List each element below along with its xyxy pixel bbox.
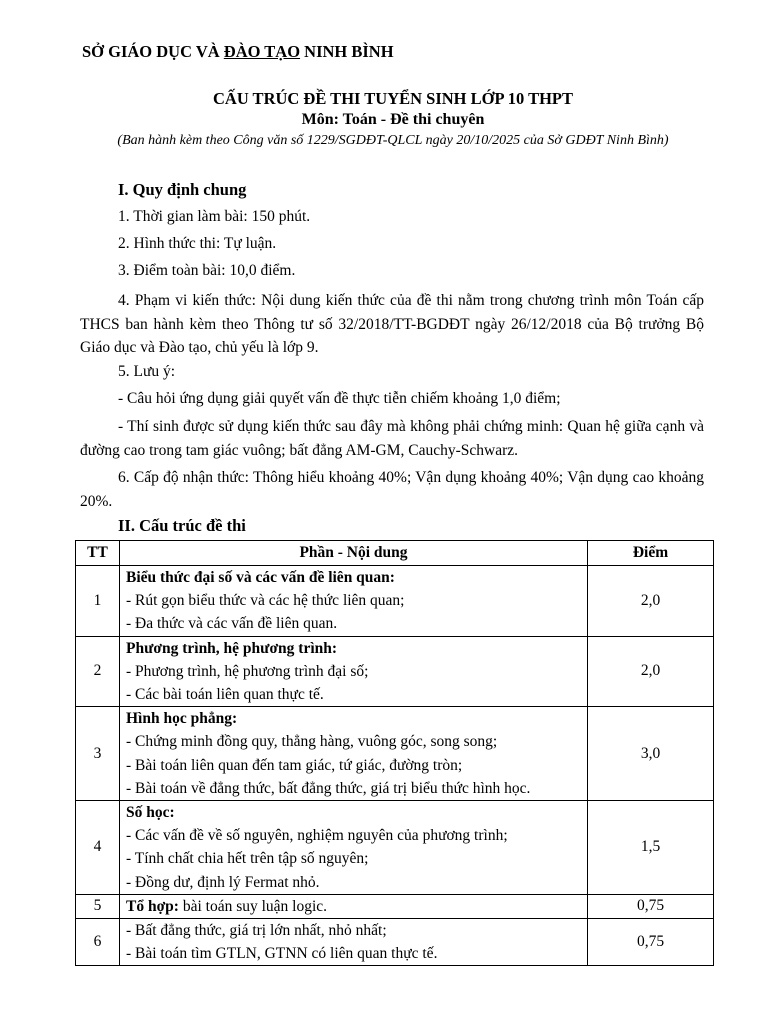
table-row	[76, 919, 714, 966]
section-1-heading: I. Quy định chung	[118, 180, 247, 199]
row-number: 3	[76, 707, 120, 801]
row-content	[120, 636, 588, 707]
content-item: - Bài toán tìm GTLN, GTNN có liên quan thực tế.	[126, 945, 438, 963]
row-content	[120, 919, 588, 966]
content-heading-line	[126, 566, 581, 589]
content-item: - Phương trình, hệ phương trình đại số;	[126, 662, 369, 680]
row-score: 0,75	[588, 919, 714, 966]
document-title: CẤU TRÚC ĐỀ THI TUYỂN SINH LỚP 10 THPT	[212, 89, 574, 108]
content-item: - Đa thức và các vấn đề liên quan.	[126, 615, 338, 633]
row-score: 2,0	[588, 566, 714, 637]
table-header-row	[76, 541, 714, 566]
rule-item-2: 2. Hình thức thi: Tự luận.	[118, 235, 277, 252]
content-item: - Đồng dư, định lý Fermat nhỏ.	[126, 873, 320, 891]
section-2-heading: II. Cấu trúc đề thi	[118, 516, 246, 535]
content-item: - Tính chất chia hết trên tập số nguyên;	[126, 850, 369, 868]
content-heading-line	[126, 801, 581, 824]
rule-item-3: 3. Điểm toàn bài: 10,0 điểm.	[118, 262, 296, 279]
table-row	[76, 894, 714, 918]
content-item: - Rút gọn biểu thức và các hệ thức liên quan;	[126, 592, 405, 610]
table-row	[76, 707, 714, 801]
content-heading-line	[126, 895, 581, 918]
content-item: - Các vấn đề về số nguyên, nghiệm nguyên của phương trình;	[126, 827, 508, 845]
document-subject: Môn: Toán - Đề thi chuyên	[301, 111, 485, 128]
content-heading-line	[126, 637, 581, 660]
row-score: 2,0	[588, 636, 714, 707]
content-heading: Biểu thức đại số và các vấn đề liên quan:	[126, 569, 395, 586]
issuance-note: (Ban hành kèm theo Công văn số 1229/SGDĐT-QLCL ngày 20/10/2025 của Sở GDĐT Ninh Bình)	[117, 133, 669, 148]
row-number: 6	[76, 919, 120, 966]
content-heading: Số học:	[126, 804, 175, 822]
header-content: Phần - Nội dung	[120, 541, 588, 566]
header-score: Điểm	[588, 541, 714, 566]
row-number: 1	[76, 566, 120, 637]
table-body	[76, 566, 714, 966]
rule-item-5a: - Câu hỏi ứng dụng giải quyết vấn đề thực tiễn chiếm khoảng 1,0 điểm;	[118, 390, 561, 407]
row-content	[120, 707, 588, 801]
row-score: 3,0	[588, 707, 714, 801]
content-item: - Các bài toán liên quan thực tế.	[126, 686, 324, 704]
row-score: 1,5	[588, 801, 714, 895]
row-number: 4	[76, 801, 120, 895]
row-score: 0,75	[588, 894, 714, 918]
row-number: 2	[76, 636, 120, 707]
row-content	[120, 566, 588, 637]
content-item: - Bài toán liên quan đến tam giác, tứ giác, đường tròn;	[126, 756, 463, 774]
content-item: - Bài toán về đẳng thức, bất đẳng thức, giá trị biểu thức hình học.	[126, 779, 531, 797]
content-item: - Chứng minh đồng quy, thẳng hàng, vuông góc, song song;	[126, 733, 498, 751]
content-heading-detail: bài toán suy luận logic.	[178, 897, 328, 915]
table-row	[76, 636, 714, 707]
rule-item-4: 4. Phạm vi kiến thức: Nội dung kiến thức của đề thi nằm trong chương trình môn Toán cấp THCS ban hành kèm theo Thông tư số 32/2018/TT-BGDĐT ngày 26/12/2018 của Bộ trưởng Bộ Giáo dục và Đào tạo, chủ yếu là lớp 9.	[80, 292, 704, 356]
content-item: - Bất đẳng thức, giá trị lớn nhất, nhỏ nhất;	[126, 922, 387, 940]
table-row	[76, 566, 714, 637]
rule-item-5: 5. Lưu ý:	[118, 363, 176, 380]
content-heading: Tổ hợp:	[126, 897, 179, 915]
rule-item-5b: - Thí sinh được sử dụng kiến thức sau đây mà không phải chứng minh: Quan hệ giữa cạnh và đường cao trong tam giác vuông; bất đẳng AM-GM, Cauchy-Schwarz.	[80, 418, 704, 459]
row-content	[120, 894, 588, 918]
exam-structure-table	[75, 540, 714, 966]
content-heading: Hình học phẳng:	[126, 710, 238, 728]
row-content	[120, 801, 588, 895]
content-heading-line	[126, 707, 581, 730]
content-heading: Phương trình, hệ phương trình:	[126, 639, 338, 657]
table-row	[76, 801, 714, 895]
row-number: 5	[76, 894, 120, 918]
organization-name: SỞ GIÁO DỤC VÀ ĐÀO TẠO NINH BÌNH	[82, 42, 394, 61]
rule-item-1: 1. Thời gian làm bài: 150 phút.	[118, 208, 311, 225]
header-tt: TT	[76, 541, 120, 566]
rule-item-6: 6. Cấp độ nhận thức: Thông hiểu khoảng 40%; Vận dụng khoảng 40%; Vận dụng cao khoảng 20%.	[80, 469, 704, 510]
